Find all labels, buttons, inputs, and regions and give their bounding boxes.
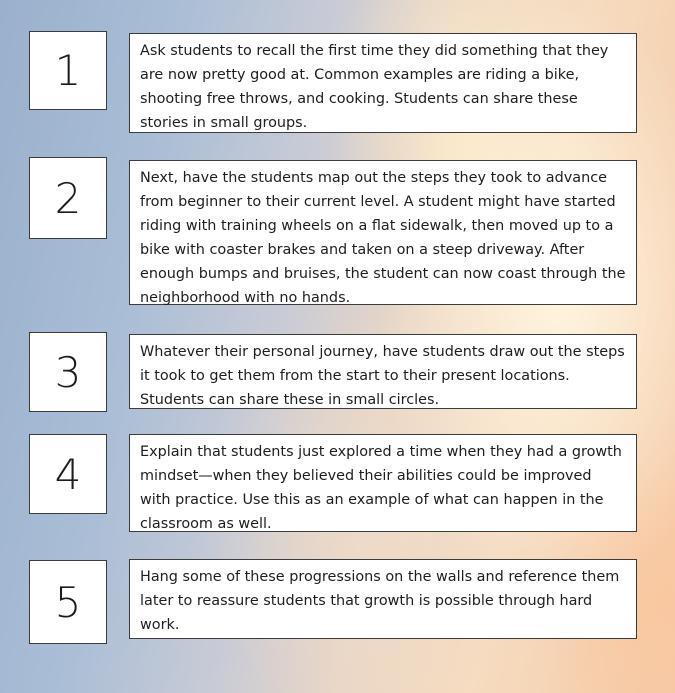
step-3-number: 3 (29, 332, 107, 412)
step-2-text: Next, have the students map out the steps they took to advance from beginner to their current level. A student might have started riding with training wheels on a flat sidewalk, then moved up to a bike with coaster brakes and taken on a steep driveway. After enough bumps and bruises, the student can now coast through the neighborhood with no hands. (129, 160, 637, 305)
step-5-text: Hang some of these progressions on the walls and reference them later to reassure students that growth is possible through hard work. (129, 559, 637, 639)
step-5-number: 5 (29, 560, 107, 644)
step-2-number: 2 (29, 157, 107, 239)
step-4-number: 4 (29, 434, 107, 514)
step-1-number: 1 (29, 31, 107, 110)
step-3-text: Whatever their personal journey, have students draw out the steps it took to get them from the start to their present locations. Students can share these in small circles. (129, 334, 637, 409)
step-1-text: Ask students to recall the first time they did something that they are now pretty good at. Common examples are riding a bike, shooting free throws, and cooking. Students can share these stories in small groups. (129, 33, 637, 133)
step-4-text: Explain that students just explored a time when they had a growth mindset—when they believed their abilities could be improved with practice. Use this as an example of what can happen in the classroom as well. (129, 434, 637, 532)
